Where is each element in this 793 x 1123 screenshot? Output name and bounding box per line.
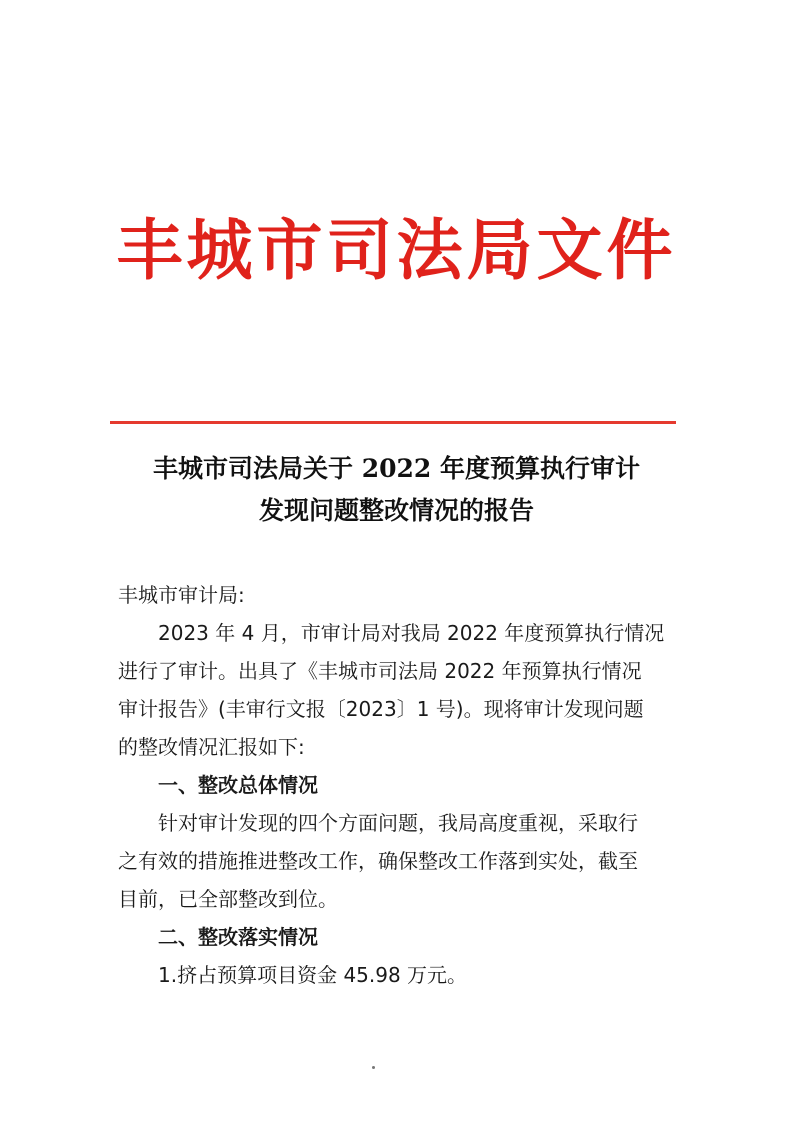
section-1-line-2: 之有效的措施推进整改工作，确保整改工作落到实处，截至 — [118, 849, 638, 873]
scan-dot — [372, 1066, 375, 1069]
section-1-line-3: 目前，已全部整改到位。 — [118, 887, 338, 911]
section-2-heading: 二、整改落实情况 — [158, 925, 318, 949]
title-line-2: 发现问题整改情况的报告 — [258, 496, 534, 525]
title-line-1: 丰城市司法局关于 2022 年度预算执行审计 — [153, 454, 640, 483]
section-1-line-1: 针对审计发现的四个方面问题，我局高度重视，采取行 — [158, 811, 638, 835]
addressee: 丰城市审计局: — [118, 583, 245, 607]
section-2-item-1: 1.挤占预算项目资金 45.98 万元。 — [158, 963, 468, 987]
section-1-heading: 一、整改总体情况 — [158, 773, 318, 797]
document-title — [60, 448, 733, 532]
document-body — [118, 576, 678, 994]
intro-line-3: 审计报告》(丰审行文报〔2023〕1 号)。现将审计发现问题 — [118, 697, 644, 721]
intro-line-1: 2023 年 4 月，市审计局对我局 2022 年度预算执行情况 — [158, 621, 665, 645]
document-header-org: 丰城市司法局文件 — [116, 211, 677, 289]
intro-line-2: 进行了审计。出具了《丰城市司法局 2022 年预算执行情况 — [118, 659, 642, 683]
intro-line-4: 的整改情况汇报如下: — [118, 735, 305, 759]
red-separator-rule — [110, 421, 676, 424]
